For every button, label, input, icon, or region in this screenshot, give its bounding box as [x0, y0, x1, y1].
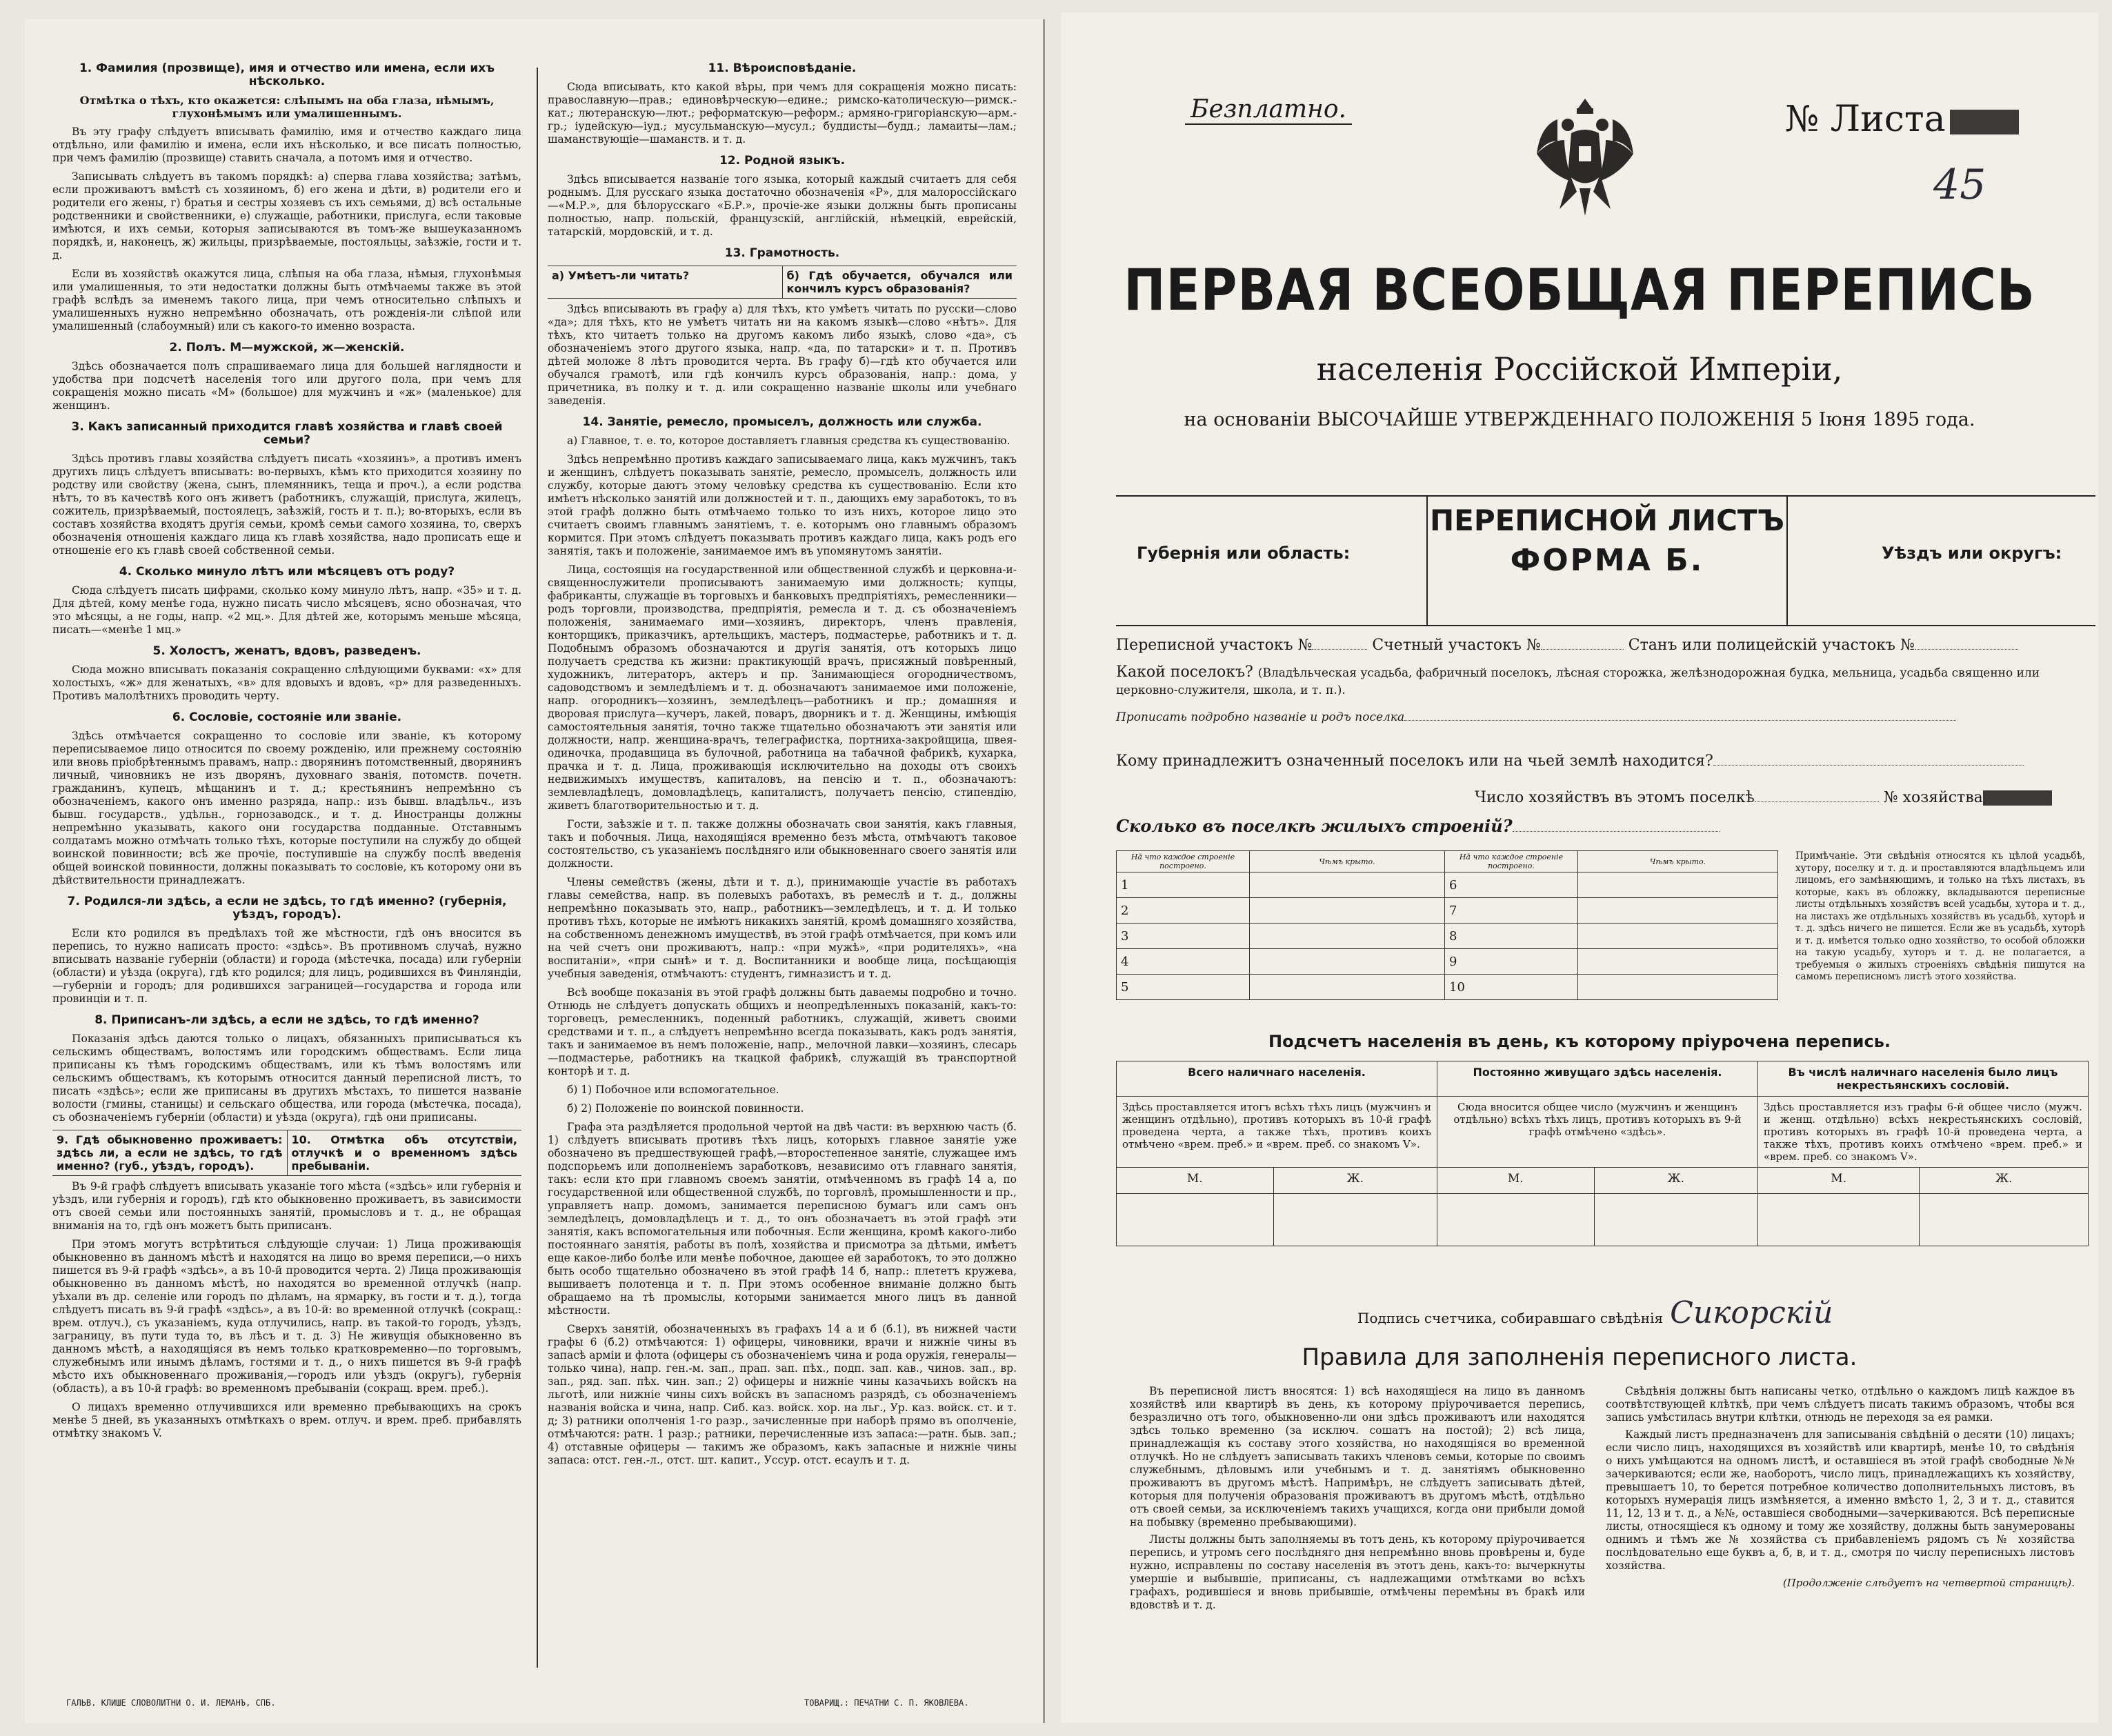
table-row [1117, 898, 1778, 924]
section-7-text: Если кто родился въ предѣлахъ той же мѣстности, гдѣ онъ вносится въ перепись, то нужно написать просто: «здѣсь». Въ противномъ случаѣ, нужно вписывать названіе губерніи (области) и города (мѣстечка, посада) или губерніи (области) и уѣзда (округа), гдѣ кто родился; для лицъ, родившихся въ Финляндіи,—губерніи и городъ; для родившихся заграницей—государства и города или провинціи и т. п. [52, 927, 521, 1005]
rules-column-2 [1606, 1385, 2075, 1590]
form-header-box [1116, 495, 2095, 626]
pop-col-nonpeasant: Въ числѣ наличнаго населенія было лицъ некрестьянскихъ сословій. [1757, 1061, 2088, 1097]
section-5-text: Сюда можно вписывать показанія сокращенно слѣдующими буквами: «х» для холостыхъ, «ж» для женатыхъ, «в» для вдовыхъ и вдовъ, «р» для разведенныхъ. Противъ малолѣтнихъ проводить черту. [52, 664, 521, 702]
section-14-text-7: Сверхъ занятій, обозначенныхъ въ графахъ 14 а и б (б.1), въ нижней части графы 6 (б.2) отмѣчаются: 1) офицеры, чиновники, врачи и нижніе чины въ запасѣ арміи и флота (офицеры съ обозначеніемъ чина и рода оружія, генералы—только чина), напр. ген.-м. зап., прап. зап. пѣх., подп. зап. кав., чинов. зап., вр. зап., ряд. зап. пѣх. чин. зап.; 2) офицеры и нижніе чины казачьихъ войскъ на льготѣ, или нижніе чины сихъ войскъ въ запасномъ разрядѣ, съ обозначеніемъ названія войска и чина, напр. Сиб. каз. войск. хор. на льг., Ур. каз. войск. ст. и т. д; 3) ратники ополченія 1-го разр., зачисленные при наборѣ прямо въ ополченіе, отмѣчаются: ратн. 1 разр.; ратники, перечисленные изъ запаса:—ратн. быв. зап.; 4) отставные офицеры — такимъ же образомъ, какъ запасные и нижніе чины запаса: отст. ген.-л., отст. шт. капит., Уссур. отст. есаулъ и т. д. [548, 1323, 1017, 1466]
poselok-question: Какой поселокъ? [1116, 664, 1253, 681]
table-row [1117, 949, 1778, 975]
population-count-table [1116, 1061, 2089, 1246]
form-name-box [1426, 495, 1788, 626]
section-7-title: 7. Родился-ли здѣсь, а если не здѣсь, то гдѣ именно? (губернія, уѣздъ, городъ). [67, 895, 507, 921]
section-14a-text: а) Главное, т. е. то, которое доставляетъ главныя средства къ существованію. [567, 435, 1010, 447]
section-8-text: Показанія здѣсь даются только о лицахъ, обязанныхъ приписываться къ сельскимъ обществамъ, волостямъ или городскимъ обществамъ. Если лица приписаны къ тѣмъ городскимъ обществамъ, или къ тѣмъ волостямъ или сельскимъ обществамъ, къ которымъ относится данный переписной листъ, то писать «здѣсь»; если же приписаны въ другихъ мѣстахъ, то пишется названіе волости (гмины, станицы) и сельскаго общества, или города (мѣстечка, посада), съ обозначеніемъ губерніи (области) и уѣзда (округа), гдѣ они приписаны. [52, 1032, 521, 1124]
section-3-text: Здѣсь противъ главы хозяйства слѣдуетъ писать «хозяинъ», а противъ именъ другихъ лицъ слѣдуетъ вписывать: во-первыхъ, кѣмъ кто приходится хозяину по родству или свойству (жена, сынъ, племянникъ, теща и проч.), а если родства нѣтъ, то въ качествѣ кого онъ живетъ (работникъ, служащій, прислуга, жилецъ, сожитель, призрѣваемый, постоялецъ, заѣзжій, гость и т. п.); во-вторыхъ, если въ составъ хозяйства входятъ другія семьи, кромѣ семьи самого хозяина, то, сверхъ обозначенія отношенія каждаго лица къ главѣ хозяйства, надо прописать еще и отношеніе его къ главѣ своей собственной семьи. [52, 452, 521, 557]
section-14-text-6: Графа эта раздѣляется продольной чертой на двѣ части: въ верхнюю часть (б. 1) слѣдуетъ вписывать противъ тѣхъ лицъ, которыхъ главное занятіе уже обозначено въ предшествующей графѣ,—второстепенное занятіе, служащее имъ подспорьемъ или дополненіемъ заработковъ, независимо отъ главнаго занятія, такъ: если кто при главномъ своемъ занятіи, отмѣченномъ въ графѣ 14 а, по государственной или общественной службѣ, по торговлѣ, промышленности и пр., управляетъ напр. домомъ, занимается переписною бумагъ или самъ онъ земледѣлецъ, домовладѣлецъ и т. д., то онъ обозначаетъ въ этой графѣ эти занятія, какъ вспомогательныя или побочныя. Если женщина, кромѣ какого-либо постояннаго занятія, работы въ полѣ, хозяйства и присмотра за дѣтьми, имѣетъ еще какое-либо болѣе или менѣе побочное, дающее ей заработокъ, то это должно быть особо тщательно обозначено въ этой графѣ 14 б, напр.: плететъ кружева, вышиваетъ полотенца и т. п. При этомъ особенное вниманіе должно быть обращаемо на тѣ промыслы, которыми занимается много лицъ въ данной мѣстности. [548, 1121, 1017, 1317]
uezd-label: Уѣздъ или округъ: [1882, 543, 2062, 563]
female-label: Ж. [1920, 1168, 2089, 1194]
section-9-title: 9. Гдѣ обыкновенно проживаетъ: здѣсь ли, а если не здѣсь, то гдѣ именно? (губ., уѣздъ, городъ). [57, 1133, 283, 1173]
section-13b-title: б) Гдѣ обучается, обучался или кончилъ курсъ образованія? [782, 266, 1017, 298]
table-row [1117, 975, 1778, 1000]
buildings-col-number-2: Нă что каждое строеніе построено. [1445, 851, 1578, 872]
buildings-col-roof-2: Чѣмъ крыто. [1578, 851, 1778, 872]
left-page [25, 19, 1045, 1723]
sheet-number [1785, 99, 2019, 140]
row-number: 10 [1445, 975, 1578, 1000]
cell[interactable] [1578, 924, 1778, 949]
section-14-text-5: Всѣ вообще показанія въ этой графѣ должны быть даваемы подробно и точно. Отнюдь не слѣдуетъ допускать общихъ и неопредѣленныхъ показаній, какъ-то: торговецъ, ремесленникъ, поденный работникъ, служащій, живетъ своими средствами и т. п., а слѣдуетъ непремѣнно всегда показывать, какъ родъ занятія, такъ и занимаемое въ немъ положеніе, напр., мелочной лавки—хозяинъ, слесарь—подмастерье, работникъ на ткацкой фабрикѣ, служащій въ транспортной конторѣ и т. д. [548, 986, 1017, 1077]
cell[interactable] [1578, 949, 1778, 975]
page-title: ПЕРВАЯ ВСЕОБЩАЯ ПЕРЕПИСЬ [1124, 256, 2035, 323]
section-4-text: Сюда слѣдуетъ писать цифрами, сколько кому минуло лѣтъ, напр. «35» и т. д. Для дѣтей, кому менѣе года, нужно писать число мѣсяцевъ, ясно обозначая, что это мѣсяцы, а не годы, напр. «2 мц.». Для дѣтей же, которымъ меньше мѣсяца, писать—«менѣе 1 мц.» [52, 584, 521, 636]
stan-field[interactable] [1915, 649, 2018, 650]
buildings-col-roof: Чѣмъ крыто. [1250, 851, 1445, 872]
row-number: 8 [1445, 924, 1578, 949]
population-count-title: Подсчетъ населенія въ день, къ которому пріурочена перепись. [1268, 1032, 1891, 1051]
section-3-title: 3. Какъ записанный приходится главѣ хозяйства и главѣ своей семьи? [71, 420, 503, 447]
poselok-hint-row [1116, 708, 2082, 725]
section-13-text: Здѣсь вписывають въ графу а) для тѣхъ, кто умѣетъ читать по русски—слово «да»; для тѣхъ, кто не умѣетъ читать ни на какомъ языкѣ—слово «нѣтъ». Для тѣхъ, кто читаетъ только на другомъ какомъ либо языкѣ, слово «да», съ обозначеніемъ этого другого языка, напр. «да, по татарски» и т. п. Противъ дѣтей моложе 8 лѣтъ проводится черта. Въ графу б)—гдѣ кто обучается или обучался грамотѣ, или гдѣ кончилъ курсъ образованія, напр.: дома, у причетника, въ полку и т. д. или сокращенно названіе школы или учебнаго заведенія. [548, 303, 1017, 407]
uchastok-row [1116, 637, 2082, 654]
form-letter: ФОРМА Б. [1510, 543, 1704, 578]
cell[interactable] [1117, 1194, 1274, 1246]
section-14-text-2: Лица, состоящія на государственной или общественной службѣ и церковна-и-священнослужители прописываютъ занимаемую ими должность; купцы, фабриканты, служащіе въ торговыхъ и банковыхъ предпріятіяхъ, ремесленники—родъ торговли, производства, предпріятія, ремесла и т. д. съ обозначеніемъ положенія, занимаемаго ими—хозяинъ, директоръ, членъ правленія, конторщикъ, приказчикъ, артельщикъ, мастеръ, подмастерье, работникъ и т. д. Подобнымъ образомъ обозначаются и другія занятія, отъ которыхъ лицо получаетъ средства къ жизни: практикующій врачъ, присяжный повѣренный, художникъ, литераторъ, актеръ и пр. Занимающіеся огородничествомъ, садоводствомъ и земледѣліемъ и т. д. обозначаютъ занимаемое ими положеніе, напр. огородникъ—хозяинъ, земледѣлецъ—работникъ и пр.; домашняя и дворовая прислуга—кучеръ, лакей, поваръ, дворникъ и т. д. Женщины, имѣющія самостоятельныя занятія, точно также тщательно обозначаютъ эти занятія или должности, напр. женщина-врачъ, телеграфистка, портниха-закройщица, швея-одиночка, продавщица въ булочной, работница на табачной фабрикѣ, кухарка, прачка и т. д. Лица, проживающія исключительно на доходы отъ своихъ недвижимыхъ имуществъ, капиталовъ, на пенсію и т. п., обозначаютъ: землевладѣлецъ, домовладѣлецъ, капиталистъ, получаетъ пенсію, стипендію, живетъ благотворительностью и т. д. [548, 563, 1017, 812]
rules-text-1: Въ переписной листъ вносятся: 1) всѣ находящіеся на лицо въ данномъ хозяйствѣ или квартирѣ въ день, къ которому пріурочивается перепись, безразлично отъ того, обыкновенно-ли они здѣсь проживаютъ или находятся здѣсь только временно (за исключ. сошатъ на постой); 2) всѣ лица, принадлежащія къ составу этого хозяйства, но находящіяся во временной отлучкѣ. Но не слѣдуетъ записывать такихъ членовъ семьи, которые по своимъ служебнымъ, дѣловымъ или учебнымъ и т. д. занятіямъ обыкновенно проживаютъ въ другомъ мѣстѣ. Напримѣръ, не слѣдуетъ записывать дѣтей, которыя для полученія образованія проживаютъ въ другомъ мѣстѣ, отдѣльно отъ своей семьи, за исключеніемъ такихъ учащихся, когда они прибыли домой на побывку (временно пребывающими). [1130, 1385, 1585, 1528]
male-label: М. [1437, 1168, 1594, 1194]
rules-title: Правила для заполненія переписного листа. [1302, 1344, 1857, 1371]
rules-text-4: Каждый листъ предназначенъ для записыванія свѣдѣній о десяти (10) лицахъ; если число лицъ, находящихся въ хозяйствѣ или квартирѣ, менѣе 10, то свѣдѣнія о нихъ умѣщаются на одномъ листѣ, и оставшіеся въ этой графѣ свободные №№ зачеркиваются; если же, наоборотъ, число лицъ, принадлежащихъ къ хозяйству, превышаетъ 10, то берется потребное количество дополнительныхъ листовъ, въ которыхъ нумерація лицъ измѣняется, а именно вмѣсто 1, 2, 3 и т. д., ставится 11, 12, 13 и т. д., а №№, оставшіеся свободными—зачеркиваются. Всѣ переписные листы, относящіеся къ одному и тому же хозяйству, должны быть занумерованы однимъ и тѣмъ же № хозяйства съ прибавленіемъ рядомъ съ № хозяйства послѣдовательно еще буквъ а, б, в, и т. д., смотря по числу переписныхъ листовъ хозяйства. [1606, 1428, 2075, 1572]
row-number: 7 [1445, 898, 1578, 924]
section-14b-title: б) 1) Побочное или вспомогательное. [567, 1084, 779, 1096]
stan-label: Станъ или полицейскій участокъ № [1628, 637, 1915, 654]
section-1-text-3: Если въ хозяйствѣ окажутся лица, слѣпыя на оба глаза, нѣмыя, глухонѣмыя или умалишенныя, то эти недостатки должны быть отмѣчаемы также въ этой графѣ вслѣдъ за именемъ такого лица, при чемъ относительно слѣпыхъ и умалишенныхъ нужно непремѣнно обозначать, отъ рожденія-ли слѣпой или умалишенный (слабоумный) или съ какого-то именно возраста. [52, 268, 521, 332]
row-number: 6 [1445, 872, 1578, 898]
sheet-number-label: № Листа [1785, 99, 1946, 140]
row-number: 9 [1445, 949, 1578, 975]
sheet-number-redaction [1950, 110, 2019, 134]
cell[interactable] [1250, 924, 1445, 949]
households-label: Число хозяйствъ въ этомъ поселкѣ [1475, 789, 1755, 806]
cell[interactable] [1757, 1194, 1920, 1246]
pop-desc-permanent: Сюда вносится общее число (мужчинъ и женщинъ отдѣльно) всѣхъ тѣхъ лицъ, противъ которыхъ въ 9-й графѣ отмѣчено «здѣсь». [1437, 1097, 1757, 1168]
section-14-text-4: Члены семействъ (жены, дѣти и т. д.), принимающіе участіе въ работахъ главы семейства, напр. въ полевыхъ работахъ, въ ремеслѣ и т. д., должны непремѣнно показывать это, напр., работникъ—земледѣлецъ, и т. д. И только противъ тѣхъ, которые не имѣютъ никакихъ занятій, кромѣ домашняго хозяйства, на собственномъ денежномъ имуществѣ, въ этой графѣ отмѣчается, при комъ или на чей счетъ они проживаютъ, напр.: «при мужѣ», «при родителяхъ», «на воспитаніи», «при сынѣ» и т. д. Воспитанники и вообще лица, посѣщающія учебныя заведенія, отмѣчаютъ: студентъ, гимназистъ и т. д. [548, 876, 1017, 980]
pop-col-total: Всего наличнаго населенія. [1117, 1061, 1437, 1097]
section-13-header [548, 266, 1017, 299]
section-6-text: Здѣсь отмѣчается сокращенно то сословіе или званіе, къ которому переписываемое лицо относится по своему рожденію, или прежнему состоянію или вновь пріобрѣтеннымъ правамъ, напр.: дворянинъ потомственный, дворянинъ личный, чиновникъ не изъ дворянъ, духовнаго званія, потомств. почетн. гражданинъ, купецъ, мѣщанинъ и т. д.; крестьянинъ непремѣнно съ обозначеніемъ, какого онъ именно разряда, напр.: изъ бывш. владѣльч., изъ бывш. государств., удѣльн., горнозаводск., и т. д. Иностранцы должны непремѣнно указывать, какого они государства подданные. Отставнымъ солдатамъ можно отмѣчать только тѣхъ, которые поступили на службу до общей воинской повинности; всѣ же прочіе, поступившіе на службу послѣ введенія общей воинской повинности, должны показывать то сословіе, къ которому они въ дѣйствительности принадлежатъ. [52, 730, 521, 886]
schetny-uchastok-field[interactable] [1541, 649, 1624, 650]
poselok-hint-2: Прописать подробно названіе и родъ поселка [1116, 710, 1405, 724]
section-8-title: 8. Приписанъ-ли здѣсь, а если не здѣсь, то гдѣ именно? [94, 1013, 479, 1027]
owner-field[interactable] [1713, 765, 2024, 766]
section-1-text: Въ эту графу слѣдуетъ вписывать фамилію, имя и отчество каждаго лица отдѣльно, или фамилію и имена, если ихъ нѣсколько, и все писать полностью, при чемъ фамилію (прозвище) ставить сначала, а потомъ имя и отчество. [52, 126, 521, 164]
schetny-uchastok-label: Счетный участокъ № [1372, 637, 1541, 654]
section-14-text-3: Гости, заѣзжіе и т. п. также должны обозначать свои занятія, какъ главныя, такъ и побочныя. Лица, находящіяся временно безъ мѣста, отмѣчаютъ таковое состоятельство, съ указаніемъ послѣдняго или обыкновеннаго своего занятія или должности. [548, 818, 1017, 870]
male-label: М. [1117, 1168, 1274, 1194]
poselok-field[interactable] [1404, 720, 1956, 721]
households-row [1116, 789, 2082, 806]
rules-text-3: Свѣдѣнія должны быть написаны четко, отдѣльно о каждомъ лицѣ каждое въ соотвѣтствующей клѣткѣ, при чемъ слѣдуетъ писать такимъ образомъ, чтобы вся запись умѣстилась внутри клѣтки, отнюдь не переходя за ея рамки. [1606, 1385, 2075, 1424]
signature-handwriting: Сикорскій [1670, 1295, 1833, 1330]
printer-credit-left: ГАЛЬВ. КЛИШЕ СЛОВОЛИТНИ О. И. ЛЕМАНЪ, СПБ. [66, 1698, 276, 1708]
section-12-title: 12. Родной языкъ. [719, 154, 846, 168]
buildings-question: Сколько въ поселкѣ жилыхъ строеній? [1116, 816, 1513, 836]
table-row [1117, 924, 1778, 949]
continued-note: (Продолженіе слѣдуетъ на четвертой страницѣ). [1782, 1577, 2075, 1589]
buildings-table [1116, 850, 1778, 1000]
section-6-title: 6. Сословіе, состояніе или званіе. [172, 710, 402, 724]
section-14-title: 14. Занятіе, ремесло, промыселъ, должность или служба. [582, 415, 982, 429]
section-9-10-header [52, 1130, 521, 1176]
section-9-text-3: О лицахъ временно отлучившихся или временно пребывающихъ на срокъ менѣе 5 дней, въ указанныхъ отмѣткахъ о врем. отлуч. и врем. преб. прибавлять отмѣтку знакомъ V. [52, 1401, 521, 1439]
section-13-title: 13. Грамотность. [724, 246, 840, 260]
section-9-text-2: При этомъ могутъ встрѣтиться слѣдующіе случаи: 1) Лица проживающія обыкновенно въ данномъ мѣстѣ и находятся на лицо во время переписи,—о нихъ пишется въ 9-й графѣ «здѣсь», а въ 10-й проводится черта. 2) Лица проживающія обыкновенно въ данномъ мѣстѣ, но находятся во временной отлучкѣ (напр. уѣхали въ др. селеніе или городъ по дѣламъ, на ярмарку, въ гости и т. д.), тогда слѣдуетъ писать въ 9-й графѣ «здѣсь», а въ 10-й: во временной отлучкѣ (сокращ.: врем. отлуч.), съ указаніемъ, куда отлучились, напр. въ такой-то городъ, уѣздъ, заграницу, въ пути туда то, въ лѣсъ и т. д. 3) Не живущія обыкновенно въ данномъ мѣстѣ, а находящіяся въ немъ только кратковременно—по торговымъ, служебнымъ или инымъ дѣламъ, гостями и т. д., о нихъ пишется въ 9-й графѣ мѣсто ихъ обыкновеннаго проживанія,—городъ или уѣздъ (округъ), губернія (область), а въ 10-й графѣ: во временномъ пребываніи (сокращ. врем. преб.). [52, 1238, 521, 1395]
row-number: 1 [1117, 872, 1250, 898]
section-2-text: Здѣсь обозначается полъ спрашиваемаго лица для большей наглядности и удобства при подсчетѣ населенія того или другого пола, при чемъ для сокращенія можно писать «М» (большое) для мужчинъ и «ж» (маленькое) для женщинъ. [52, 360, 521, 412]
section-14c-title: б) 2) Положеніе по воинской повинности. [567, 1102, 804, 1115]
instructions-column-1 [52, 54, 521, 1668]
cell[interactable] [1594, 1194, 1757, 1246]
instructions-column-2 [548, 54, 1017, 1668]
row-number: 2 [1117, 898, 1250, 924]
pop-col-permanent: Постоянно живущаго здѣсь населенія. [1437, 1061, 1757, 1097]
free-label: Безплатно. [1185, 95, 1352, 125]
pop-desc-nonpeasant: Здѣсь проставляется изъ графы 6-й общее число (мужч. и женщ. отдѣльно) всѣхъ некрестьянскихъ сословій, противъ которыхъ въ графѣ 10-й проведена черта, а также тѣхъ, противъ коихъ отмѣчено «врем. преб.» и «врем. преб. со знакомъ V». [1757, 1097, 2088, 1168]
cell[interactable] [1578, 898, 1778, 924]
section-4-title: 4. Сколько минуло лѣтъ или мѣсяцевъ отъ роду? [119, 565, 455, 579]
enumerator-signature [1357, 1295, 1833, 1330]
owner-question: Кому принадлежитъ означенный поселокъ или на чьей землѣ находится? [1116, 752, 1713, 770]
cell[interactable] [1437, 1194, 1594, 1246]
cell[interactable] [1250, 872, 1445, 898]
section-5-title: 5. Холостъ, женатъ, вдовъ, разведенъ. [152, 644, 421, 658]
section-13a-title: а) Умѣетъ-ли читать? [552, 269, 690, 282]
right-page [1061, 12, 2098, 1723]
buildings-col-number: Нă что каждое строеніе построено. [1117, 851, 1250, 872]
female-label: Ж. [1594, 1168, 1757, 1194]
owner-row [1116, 752, 2082, 770]
rules-text-2: Листы должны быть заполняемы въ тотъ день, къ которому пріурочивается перепись, и утромъ сего послѣдняго дня непремѣнно вновь провѣрены и, буде нужно, исправлены по составу населенія въ этотъ день, какъ-то: вычеркнуты умершіе и выбывшіе, приписаны, съ надлежащими отмѣтками во всѣхъ графахъ, родившіеся и вновь прибывшіе, отмѣчены перемѣны въ бракѣ или вдовствѣ и т. д. [1130, 1533, 1585, 1611]
printer-credit-right: ТОВАРИЩ.: ПЕЧАТНИ С. П. ЯКОВЛЕВА. [804, 1698, 969, 1708]
buildings-note: Примѣчаніе. Эти свѣдѣнія относятся къ цѣлой усадьбѣ, хутору, поселку и т. д. и проставляются владѣльцемъ или лицомъ, его замѣняющимъ, и только на тѣхъ листахъ, въ которые, какъ въ обложку, вкладываются переписные листы отдѣльныхъ хозяйствъ всей усадьбы, хутора и т. д., на листахъ же отдѣльныхъ хозяйствъ въ усадьбѣ, хуторѣ и т. д. здѣсь ничего не пишется. Если же въ усадьбѣ, хуторѣ и т. д. имѣется только одно хозяйство, то особой обложки на такую усадьбу, хуторъ и т. д. не полагается, а требуемыя о жилыхъ строеніяхъ свѣдѣнія пишутся на самомъ переписномъ листѣ этого хозяйства. [1795, 850, 2085, 982]
section-1-text-2: Записывать слѣдуетъ въ такомъ порядкѣ: а) сперва глава хозяйства; затѣмъ, если проживаютъ вмѣстѣ съ хозяиномъ, б) его жена и дѣти, в) родители его и родители его жены, г) братья и сестры хозяевъ съ ихъ семьями, д) всѣ остальные родственники и свойственники, е) служащіе, работники, прислуга, если таковые имѣются, и ихъ семьи, которыя записываются въ томъ-же вышеуказанномъ порядкѣ, и, наконецъ, ж) жильцы, призрѣваемые, постояльцы, заѣзжіе, гости и т. д. [52, 170, 521, 261]
handwritten-sheet-number: 45 [1933, 161, 1986, 209]
signature-label: Подпись счетчика, собиравшаго свѣдѣнія [1357, 1310, 1664, 1326]
male-label: М. [1757, 1168, 1920, 1194]
row-number: 5 [1117, 975, 1250, 1000]
cell[interactable] [1273, 1194, 1437, 1246]
cell[interactable] [1578, 872, 1778, 898]
pop-desc-total: Здѣсь проставляется итогъ всѣхъ тѣхъ лицъ (мужчинъ и женщинъ отдѣльно), противъ которыхъ въ 10-й графѣ проведена черта, а также тѣхъ, противъ коихъ отмѣчено «врем. преб.» и «врем. преб. со знакомъ V». [1117, 1097, 1437, 1168]
row-number: 3 [1117, 924, 1250, 949]
household-no-redaction [1983, 790, 2052, 806]
column-divider [537, 68, 538, 1668]
cell[interactable] [1578, 975, 1778, 1000]
table-row [1117, 872, 1778, 898]
section-10-title: 10. Отмѣтка объ отсутствіи, отлучкѣ и о временномъ здѣсь пребываніи. [287, 1130, 522, 1175]
households-field[interactable] [1755, 801, 1879, 802]
legal-basis: на основаніи ВЫСОЧАЙШЕ УТВЕРЖДЕННАГО ПОЛОЖЕНІЯ 5 Іюня 1895 года. [1184, 409, 1975, 430]
perepis-uchastok-label: Переписной участокъ № [1116, 637, 1313, 654]
header-fields [1116, 637, 2082, 846]
gubernia-label: Губернія или область: [1137, 543, 1351, 563]
section-11-text: Сюда вписывать, кто какой вѣры, при чемъ для сокращенія можно писать: православную—прав.; единовѣрческую—едине.; римско-католическую—римск.-кат.; лютеранскую—лют.; реформатскую—реформ.; армяно-григоріанскую—арм.-гр.; іудейскую—іуд.; мусульманскую—мусул.; буддисты—будд.; ламаиты—лам.; шаманствующіе—шаманств. и т. д. [548, 81, 1017, 146]
list-name: ПЕРЕПИСНОЙ ЛИСТЪ [1429, 503, 1785, 537]
section-11-title: 11. Вѣроисповѣданіе. [708, 61, 857, 75]
cell[interactable] [1250, 975, 1445, 1000]
female-label: Ж. [1273, 1168, 1437, 1194]
household-no-label: № хозяйства [1883, 789, 1983, 806]
section-1-title: 1. Фамилия (прозвище), имя и отчество или имена, если ихъ нѣсколько. [79, 61, 495, 88]
rules-column-1 [1130, 1385, 1585, 1616]
cell[interactable] [1250, 898, 1445, 924]
buildings-field[interactable] [1513, 831, 1720, 832]
section-9-text: Въ 9-й графѣ слѣдуетъ вписывать указаніе того мѣста («здѣсь» или губернія и уѣздъ, или губернія и городъ), гдѣ кто обыкновенно проживаетъ, въ зависимости отъ своей семьи или постоянныхъ занятій, промысловъ и т. д., не обращая вниманія на то, гдѣ онъ можетъ быть приписанъ. [52, 1180, 521, 1232]
double-headed-eagle-emblem [1530, 92, 1640, 223]
buildings-row [1116, 816, 2082, 836]
cell[interactable] [1250, 949, 1445, 975]
cell[interactable] [1920, 1194, 2089, 1246]
section-14-text-1: Здѣсь непремѣнно противъ каждаго записываемаго лица, какъ мужчинъ, такъ и женщинъ, слѣдуетъ показывать занятіе, ремесло, промыселъ, должность или службу, которые даютъ этому человѣку средства къ существованію. Если кто имѣетъ нѣсколько занятій или должностей и т. п., дающихъ ему заработокъ, то въ этой графѣ должно быть отмѣчаемо только то изъ нихъ, которое лицо это считаетъ своимъ главнымъ занятіемъ, т. е. которымъ оно главнымъ образомъ кормится. При этомъ слѣдуетъ показывать противъ каждаго лица, какъ родъ его занятія, такъ и положеніе, занимаемое имъ въ упомянутомъ занятіи. [548, 453, 1017, 557]
section-1-subtitle: Отмѣтка о тѣхъ, кто окажется: слѣпымъ на оба глаза, нѣмымъ, глухонѣмымъ или умалишеннымъ. [79, 94, 495, 120]
perepis-uchastok-field[interactable] [1312, 649, 1367, 650]
section-12-text: Здѣсь вписывается названіе того языка, который каждый считаетъ для себя роднымъ. Для русскаго языка достаточно обозначенія «Р», для малороссійскаго—«М.Р.», для бѣлорусскаго «Б.Р.», прочіе-же языки должны быть прописаны полностью, напр. польскій, французскій, англійскій, нѣмецкій, еврейскій, татарскій, мордовскій, и т. д. [548, 173, 1017, 238]
poselok-hint: (Владѣльческая усадьба, фабричный поселокъ, лѣсная сторожка, желѣзнодорожная будка, мельница, усадьба священно или церковно-служителя, школа, и т. п.). [1116, 666, 2040, 697]
page-subtitle: населенія Россійской Имперіи, [1316, 350, 1843, 388]
section-2-title: 2. Полъ. М—мужской, ж—женскій. [169, 341, 405, 355]
poselok-row [1116, 664, 2082, 698]
row-number: 4 [1117, 949, 1250, 975]
